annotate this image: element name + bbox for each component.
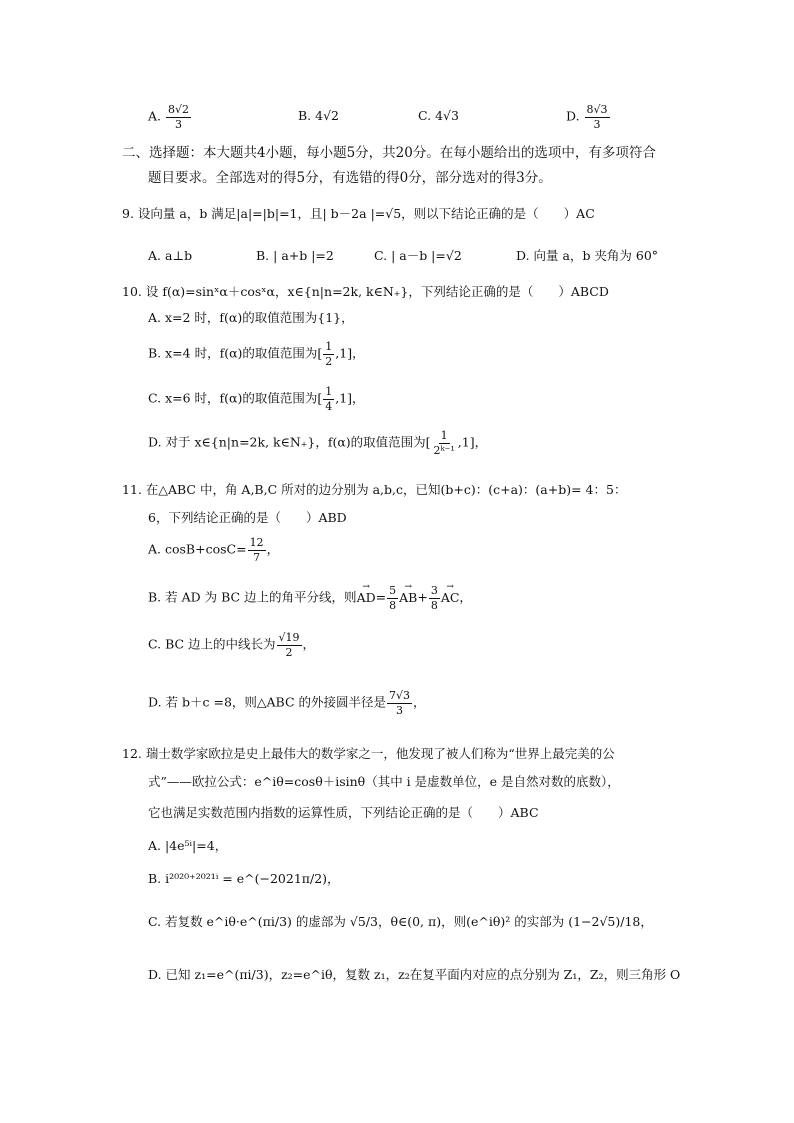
q9-option-a: A. a⊥b xyxy=(148,248,193,263)
q8-option-d: D. $\frac{8√3}{3}$ xyxy=(566,103,608,131)
q8-option-b: B. 4√2 xyxy=(298,108,340,123)
q11-option-d: D. 若 b＋c =8，则△ABC 的外接圆半径是 $\frac{7√3}{3}$ ， xyxy=(148,689,426,717)
q12-option-d: D. 已知 z₁=e^(πi/3)，z₂=e^iθ，复数 z₁，z₂在复平面内对应的点分别为 Z₁，Z₂，则三角形 O xyxy=(148,967,681,982)
vector-ac: AC → xyxy=(441,592,460,605)
q11-option-b: B. 若 AD 为 BC 边上的角平分线，则AD →= $\frac{5}{8}$ AB →+ $\frac{3}{8}$ AC →， xyxy=(148,585,472,611)
q10-option-b: B. x=4 时，f(α)的取值范围为[ $\frac{1}{2}$ ,1]， xyxy=(148,340,365,368)
q8-option-c: C. 4√3 xyxy=(418,108,459,123)
q9-option-c: C. | a－b |=√2 xyxy=(374,248,462,263)
q10-stem: 10. 设 f(α)=sinˣα＋cosˣα，x∈{n|n=2k, k∈N₊}，下列结论正确的是（ ）ABCD xyxy=(122,284,609,299)
q8-option-a-fraction: $\frac{8√2}{3}$ xyxy=(168,103,190,131)
q8-option-a: A. $\frac{8√2}{3}$ xyxy=(148,103,190,131)
q12-option-b: B. i²⁰²⁰⁺²⁰²¹ⁱ = e^(−2021π/2)， xyxy=(148,871,340,886)
q10-option-c: C. x=6 时，f(α)的取值范围为[ $\frac{1}{4}$ ,1]， xyxy=(148,385,365,413)
q12-option-c: C. 若复数 e^iθ·e^(πi/3) 的虚部为 √5/3，θ∈(0, π)，则(e^iθ)² 的实部为 (1−2√5)/18， xyxy=(148,914,653,929)
q10-option-a: A. x=2 时，f(α)的取值范围为{1}， xyxy=(148,310,354,325)
q11-option-c: C. BC 边上的中线长为 $\frac{√19}{2}$ ， xyxy=(148,631,316,659)
q11-stem-line2: 6，下列结论正确的是（ ）ABD xyxy=(148,510,347,525)
q9-option-b: B. | a+b |=2 xyxy=(256,248,334,263)
q10-option-d: D. 对于 x∈{n|n=2k, k∈N₊}，f(α)的取值范围为[ $\frac{1}{\text{2ᵏ⁻¹}}$ ,1]， xyxy=(148,429,488,457)
vector-ab: AB → xyxy=(399,592,417,605)
q9-option-d: D. 向量 a，b 夹角为 60° xyxy=(516,248,659,263)
q12-stem-line2: 式”——欧拉公式：e^iθ=cosθ＋isinθ（其中 i 是虚数单位，e 是自然对数的底数）， xyxy=(148,774,620,789)
q9-stem: 9. 设向量 a，b 满足|a|=|b|=1，且| b－2a |=√5，则以下结论正确的是（ ）AC xyxy=(122,206,595,221)
q11-option-a: A. cosB+cosC= $\frac{12}{7}$ ， xyxy=(148,536,280,564)
q12-option-a: A. |4e⁵ⁱ|=4， xyxy=(148,838,228,853)
q8-option-d-fraction: $\frac{8√3}{3}$ xyxy=(586,103,608,131)
section2-line2: 题目要求。全部选对的得5分，有选错的得0分，部分选对的得3分。 xyxy=(148,170,552,186)
vector-ad: AD → xyxy=(357,592,376,605)
section2-line1: 二、选择题：本大题共4小题，每小题5分，共20分。在每小题给出的选项中，有多项符合 xyxy=(122,145,656,161)
q12-stem-line1: 12. 瑞士数学家欧拉是史上最伟大的数学家之一，他发现了被人们称为“世界上最完美的公 xyxy=(122,746,615,761)
q11-stem-line1: 11. 在△ABC 中，角 A,B,C 所对的边分别为 a,b,c，已知(b+c)：(c+a)：(a+b)= 4：5： xyxy=(122,482,627,497)
q12-stem-line3: 它也满足实数范围内指数的运算性质，下列结论正确的是（ ）ABC xyxy=(148,805,539,820)
